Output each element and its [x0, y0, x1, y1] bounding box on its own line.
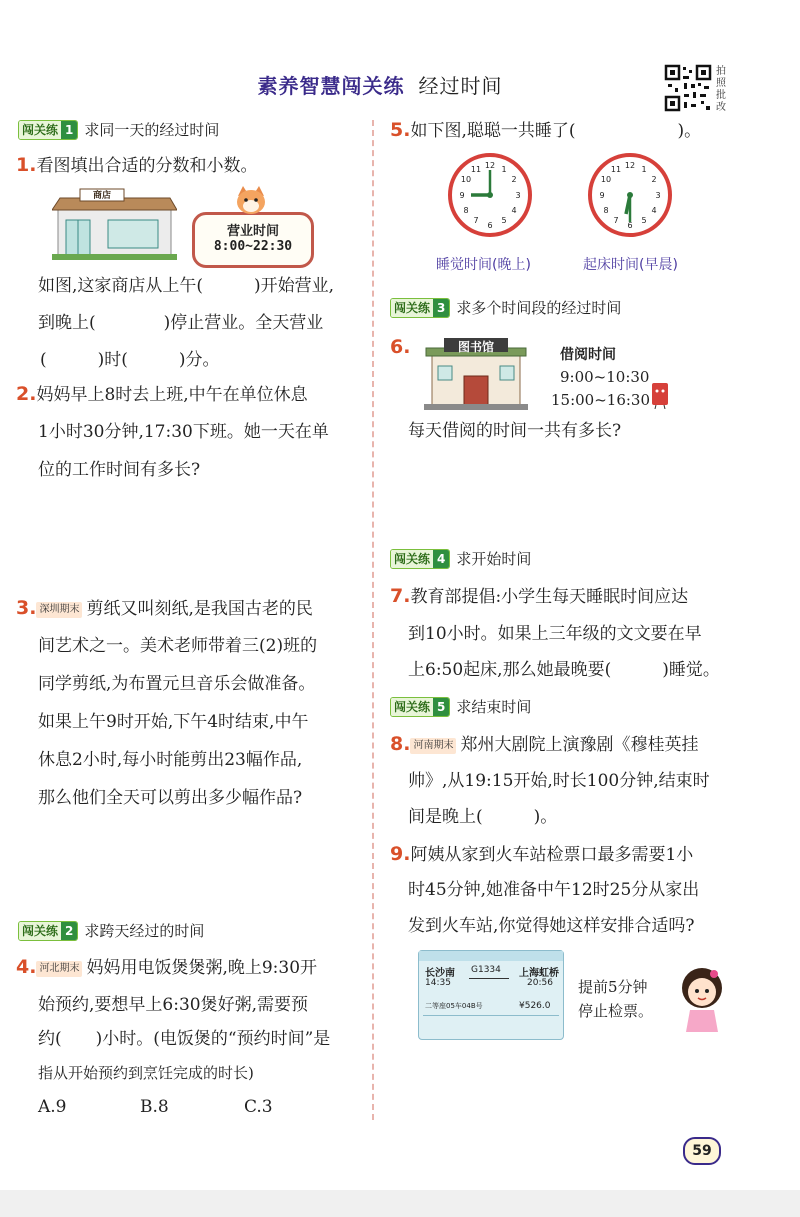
borrow-title: 借阅时间 — [560, 347, 616, 363]
question-9-line2: 时45分钟,她准备中午12时25分从家出 — [408, 880, 700, 900]
question-3-line6: 那么他们全天可以剪出多少幅作品? — [38, 788, 303, 808]
hours-range: 8:00~22:30 — [213, 239, 293, 254]
hours-sign — [192, 212, 314, 268]
library-sign: 图书馆 — [457, 340, 494, 354]
question-6-num: 6. — [390, 336, 411, 358]
ticket-note-line2: 停止检票。 — [578, 1002, 654, 1020]
ticket-arrow — [469, 978, 509, 979]
question-4: 4. 河北期末 妈妈用电饭煲煲粥,晚上9:30开 — [16, 956, 318, 978]
svg-text:5: 5 — [501, 216, 507, 225]
question-3-line2: 间艺术之一。美术老师带着三(2)班的 — [38, 636, 318, 656]
option-a[interactable]: A.9 — [38, 1097, 67, 1117]
svg-text:12: 12 — [624, 161, 636, 170]
section-badge: 闯关练 5 — [390, 697, 450, 717]
question-8-line2: 帅》,从19:15开始,时长100分钟,结束时 — [408, 771, 710, 791]
question-4-line2: 始预约,要想早上6:30煲好粥,需要预 — [38, 995, 308, 1015]
column-divider — [372, 120, 374, 1120]
shop-sign: 商店 — [92, 191, 111, 201]
bottom-bar — [0, 1190, 800, 1217]
section-1-header — [18, 119, 219, 140]
svg-text:6: 6 — [627, 221, 633, 230]
svg-text:11: 11 — [610, 165, 622, 174]
ticket-arr-time: 20:56 — [527, 978, 553, 988]
clock-wake-label: 起床时间(早晨) — [583, 257, 678, 273]
page-number: 59 — [683, 1137, 721, 1165]
section-3-header — [390, 297, 621, 318]
svg-text:10: 10 — [460, 175, 472, 184]
hours-title: 营业时间 — [226, 224, 279, 239]
borrow-time-2: 15:00~16:30 — [551, 391, 651, 409]
clock-sleep — [447, 152, 533, 238]
svg-text:3: 3 — [515, 191, 521, 200]
page-title — [0, 70, 760, 99]
question-2-line3: 位的工作时间有多长? — [38, 460, 201, 480]
svg-text:10: 10 — [600, 175, 612, 184]
svg-text:9: 9 — [459, 191, 465, 200]
option-c[interactable]: C.3 — [244, 1097, 273, 1117]
section-5-header — [390, 696, 531, 717]
svg-text:5: 5 — [641, 216, 647, 225]
option-b[interactable]: B.8 — [140, 1097, 169, 1117]
question-2-line2: 1小时30分钟,17:30下班。她一天在单 — [38, 422, 329, 442]
section-label: 求同一天的经过时间 — [84, 121, 220, 139]
qr-code-icon[interactable] — [664, 64, 712, 112]
section-label: 求跨天经过的时间 — [84, 922, 205, 940]
section-label: 求多个时间段的经过时间 — [456, 299, 622, 317]
section-badge: 闯关练 4 — [390, 549, 450, 569]
section-2-header — [18, 920, 204, 941]
ticket-seat: 二等座05车04B号 — [425, 1002, 483, 1010]
svg-text:9: 9 — [599, 191, 605, 200]
train-ticket — [418, 950, 564, 1040]
question-1-line1: 如图,这家商店从上午( )开始营业, — [38, 276, 335, 296]
svg-text:7: 7 — [613, 216, 619, 225]
svg-text:6: 6 — [487, 221, 493, 230]
section-badge: 闯关练 2 — [18, 921, 78, 941]
question-7-line2: 到10小时。如果上三年级的文文要在早 — [408, 624, 702, 644]
question-3: 3. 深圳期末 剪纸又叫刻纸,是我国古老的民 — [16, 597, 313, 619]
ticket-train: G1334 — [471, 965, 501, 975]
question-3-line4: 如果上午9时开始,下午4时结束,中午 — [38, 712, 309, 732]
question-7: 7.教育部提倡:小学生每天睡眠时间应达 — [390, 585, 689, 607]
ticket-dep-time: 14:35 — [425, 978, 451, 988]
title-main: 素养智慧闯关练 — [257, 74, 405, 98]
title-sub: 经过时间 — [418, 74, 503, 98]
svg-text:2: 2 — [651, 175, 657, 184]
svg-text:3: 3 — [655, 191, 661, 200]
svg-text:2: 2 — [511, 175, 517, 184]
section-label: 求结束时间 — [456, 698, 532, 716]
question-9: 9.阿姨从家到火车站检票口最多需要1小 — [390, 843, 694, 865]
svg-text:8: 8 — [463, 206, 469, 215]
question-1-line2: 到晚上( )停止营业。全天营业 — [38, 313, 324, 333]
question-6-question: 每天借阅的时间一共有多长? — [408, 421, 622, 441]
section-4-header — [390, 548, 531, 569]
question-1-prompt: 1.看图填出合适的分数和小数。 — [16, 154, 258, 176]
svg-text:11: 11 — [470, 165, 482, 174]
ticket-from: 长沙南 — [425, 968, 455, 979]
question-7-line3: 上6:50起床,那么她最晚要( )睡觉。 — [408, 660, 720, 680]
question-4-line4: 指从开始预约到烹饪完成的时长) — [38, 1064, 254, 1082]
question-4-line3: 约( )小时。(电饭煲的“预约时间”是 — [38, 1029, 331, 1049]
section-badge: 闯关练 3 — [390, 298, 450, 318]
question-8-line3: 间是晚上( )。 — [408, 807, 558, 827]
qr-side-text: 拍照批改 — [716, 66, 726, 113]
ticket-to: 上海虹桥 — [519, 968, 559, 979]
svg-text:4: 4 — [511, 206, 517, 215]
question-3-tag: 深圳期末 — [36, 602, 82, 618]
question-8-tag: 河南期末 — [410, 738, 456, 754]
question-4-tag: 河北期末 — [36, 961, 82, 977]
svg-text:7: 7 — [473, 216, 479, 225]
svg-text:8: 8 — [603, 206, 609, 215]
ticket-note-line1: 提前5分钟 — [578, 978, 648, 996]
ticket-price: ¥526.0 — [519, 1001, 551, 1011]
svg-text:12: 12 — [484, 161, 496, 170]
question-1-line3: ( )时( )分。 — [40, 350, 220, 370]
borrow-time-1: 9:00~10:30 — [560, 368, 650, 386]
section-label: 求开始时间 — [456, 550, 532, 568]
girl-mascot-icon — [676, 966, 728, 1032]
question-9-line3: 发到火车站,你觉得她这样安排合适吗? — [408, 916, 695, 936]
cat-mascot-icon — [234, 186, 268, 216]
question-8: 8. 河南期末 郑州大剧院上演豫剧《穆桂英挂 — [390, 733, 699, 755]
question-5: 5.如下图,聪聪一共睡了( )。 — [390, 119, 702, 141]
clock-sleep-label: 睡觉时间(晚上) — [436, 257, 531, 273]
clock-wake — [587, 152, 673, 238]
question-2: 2.妈妈早上8时去上班,中午在单位休息 — [16, 383, 308, 405]
section-badge: 闯关练 1 — [18, 120, 78, 140]
svg-text:1: 1 — [501, 165, 507, 174]
question-3-line3: 同学剪纸,为布置元旦音乐会做准备。 — [38, 674, 316, 694]
svg-text:1: 1 — [641, 165, 647, 174]
question-3-line5: 休息2小时,每小时能剪出23幅作品, — [38, 750, 303, 770]
svg-text:4: 4 — [651, 206, 657, 215]
book-mascot-icon — [650, 381, 670, 409]
